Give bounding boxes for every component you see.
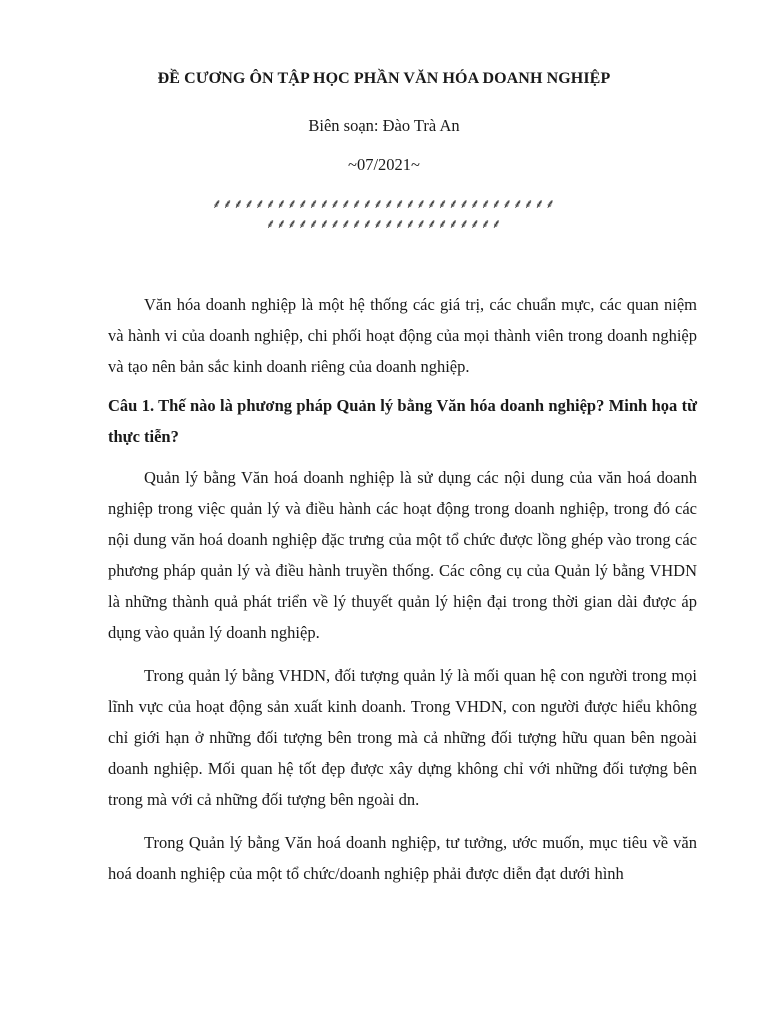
document-title: ĐỀ CƯƠNG ÔN TẬP HỌC PHẦN VĂN HÓA DOANH NGHIỆP	[157, 70, 611, 87]
document-body	[108, 289, 697, 889]
intro-paragraph: Văn hóa doanh nghiệp là một hệ thống các giá trị, các chuẩn mực, các quan niệm và hành vi của doanh nghiệp, chi phối hoạt động của mọi thành viên trong doanh nghiệp và tạo nên bản sắc kinh doanh riêng của doanh nghiệp.	[108, 295, 697, 376]
date-line: ~07/2021~	[348, 155, 420, 174]
body-paragraph: Trong Quản lý bằng Văn hoá doanh nghiệp, tư tưởng, ước muốn, mục tiêu về văn hoá doanh nghiệp của một tổ chức/doanh nghiệp phải được diễn đạt dưới hình	[108, 833, 697, 883]
ornament-divider-row-2: ⸙⸙⸙⸙⸙⸙⸙⸙⸙⸙⸙⸙⸙⸙⸙⸙⸙⸙⸙⸙⸙⸙	[265, 216, 503, 231]
question-heading: Câu 1. Thế nào là phương pháp Quản lý bằng Văn hóa doanh nghiệp? Minh họa từ thực tiễn?	[108, 396, 697, 446]
ornament-divider-row-1: ⸙⸙⸙⸙⸙⸙⸙⸙⸙⸙⸙⸙⸙⸙⸙⸙⸙⸙⸙⸙⸙⸙⸙⸙⸙⸙⸙⸙⸙⸙⸙⸙	[211, 196, 556, 211]
author-line: Biên soạn: Đào Trà An	[308, 116, 460, 135]
body-paragraph: Quản lý bằng Văn hoá doanh nghiệp là sử dụng các nội dung của văn hoá doanh nghiệp trong việc quản lý và điều hành các hoạt động trong doanh nghiệp, trong đó các nội dung văn hoá doanh nghiệp đặc trưng của một tổ chức được lồng ghép vào trong các phương pháp quản lý và điều hành truyền thống. Các công cụ của Quản lý bằng VHDN là những thành quả phát triển về lý thuyết quản lý hiện đại trong thời gian dài được áp dụng vào quản lý doanh nghiệp.	[108, 468, 697, 642]
body-paragraph: Trong quản lý bằng VHDN, đối tượng quản lý là mối quan hệ con người trong mọi lĩnh vực của hoạt động sản xuất kinh doanh. Trong VHDN, con người được hiểu không chỉ giới hạn ở những đối tượng bên trong mà cả những đối tượng hữu quan bên ngoài doanh nghiệp. Mối quan hệ tốt đẹp được xây dựng không chỉ với những đối tượng bên trong mà với cả những đối tượng bên ngoài dn.	[108, 666, 697, 809]
